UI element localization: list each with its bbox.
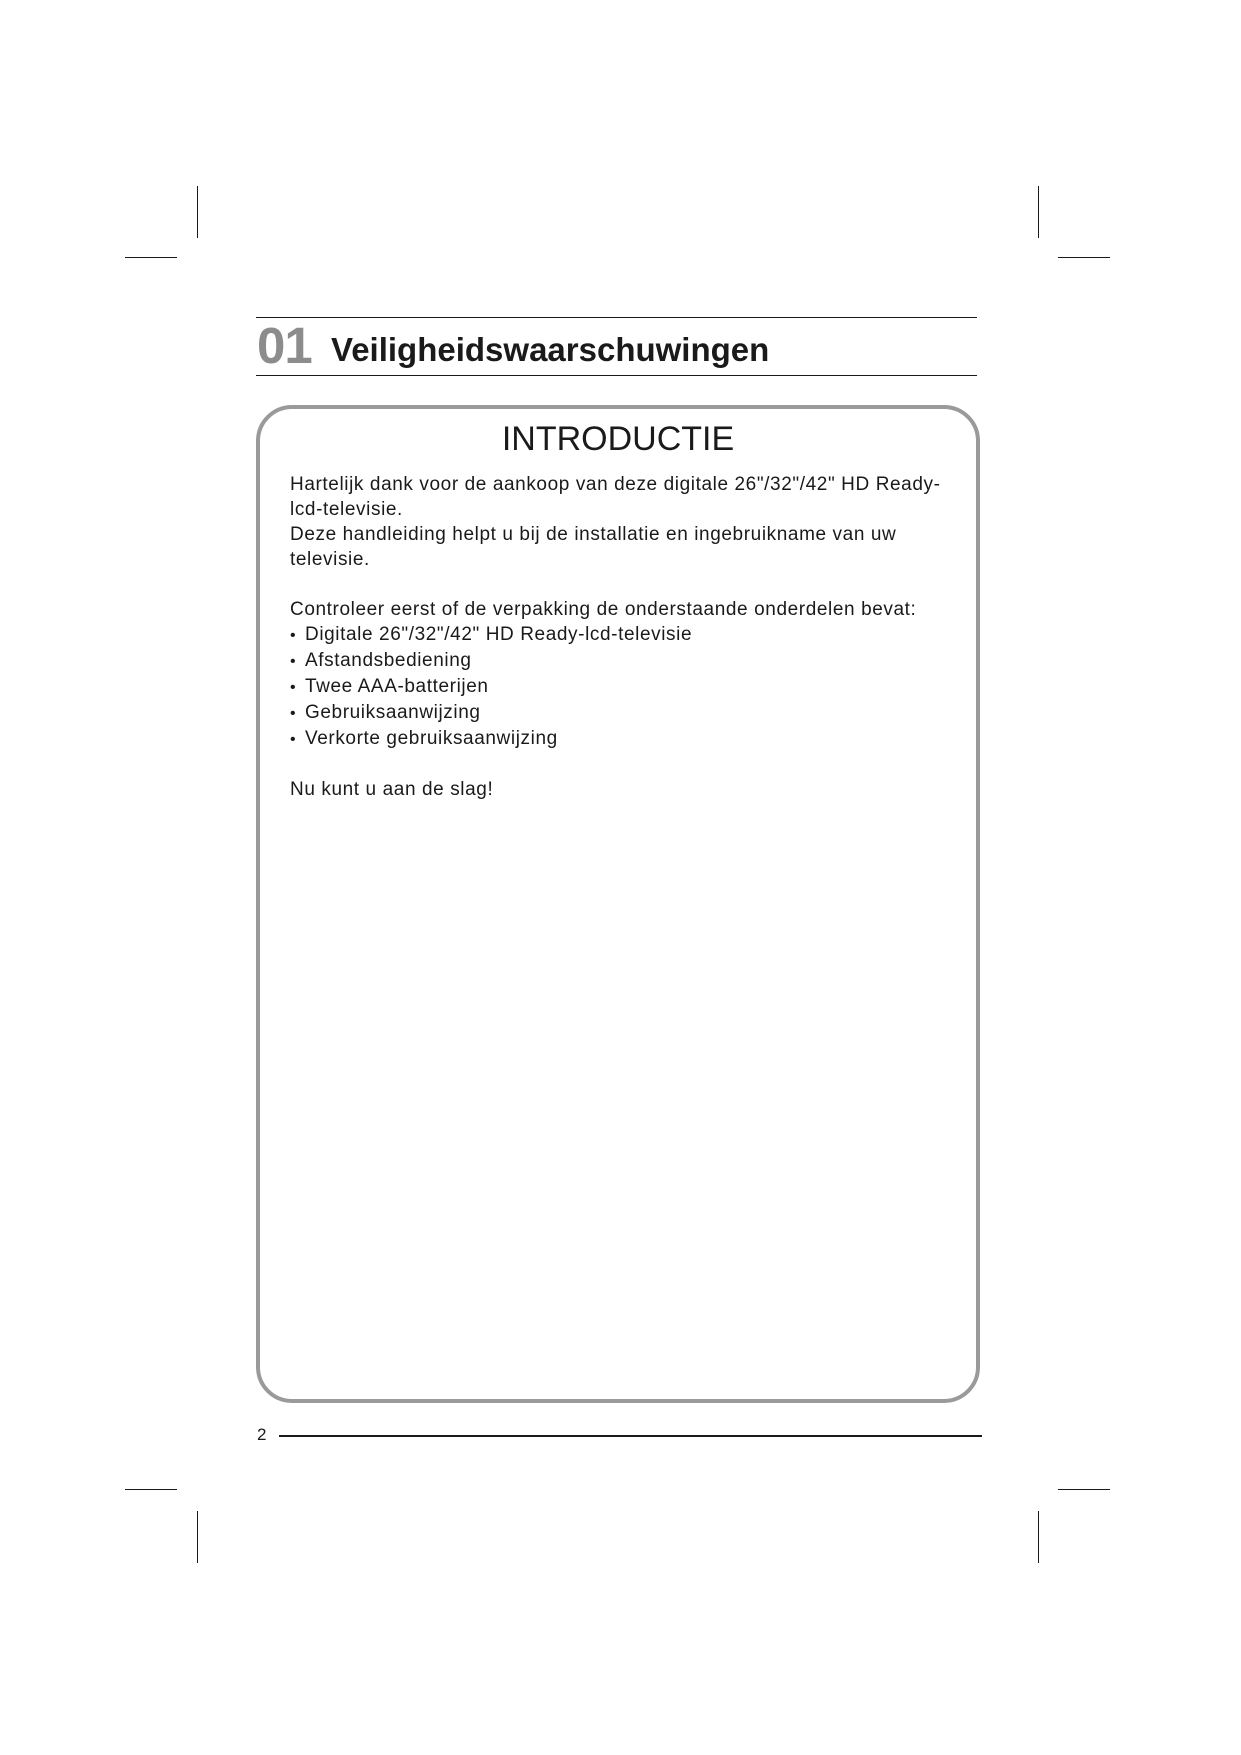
bullet-icon: • (290, 653, 297, 670)
crop-mark-bottom-right-horizontal (1058, 1489, 1110, 1490)
crop-mark-top-left-vertical (197, 186, 198, 238)
paragraph-gap (290, 572, 960, 597)
list-item (290, 700, 960, 726)
crop-mark-bottom-left-vertical (197, 1511, 198, 1563)
intro-line-2: lcd-televisie. (290, 499, 403, 520)
chapter-title: Veiligheidswaarschuwingen (331, 331, 770, 368)
list-item-text: Afstandsbediening (305, 650, 472, 671)
section-heading: INTRODUCTIE (501, 420, 735, 458)
list-item (290, 622, 960, 648)
bullet-icon: • (290, 705, 297, 722)
list-item (290, 726, 960, 752)
crop-mark-top-left-horizontal (125, 257, 177, 258)
header-top-rule (256, 317, 977, 318)
list-item-text: Verkorte gebruiksaanwijzing (305, 728, 558, 749)
manual-line-2: televisie. (290, 549, 370, 570)
crop-mark-top-right-vertical (1038, 186, 1039, 238)
contents-list (290, 622, 960, 752)
chapter-number: 01 (257, 317, 312, 374)
footer-rule (279, 1435, 982, 1437)
check-text: Controleer eerst of de verpakking de onderstaande onderdelen bevat: (290, 599, 917, 620)
paragraph-gap (290, 752, 960, 777)
intro-line-1: Hartelijk dank voor de aankoop van deze digitale 26"/32"/42" HD Ready- (290, 474, 941, 495)
bullet-icon: • (290, 627, 297, 644)
list-item (290, 674, 960, 700)
bullet-icon: • (290, 731, 297, 748)
list-item (290, 648, 960, 674)
bullet-icon: • (290, 679, 297, 696)
header-bottom-rule (256, 375, 977, 376)
section-body (290, 472, 960, 802)
closing-text: Nu kunt u aan de slag! (290, 779, 494, 800)
list-item-text: Gebruiksaanwijzing (305, 702, 481, 723)
crop-mark-top-right-horizontal (1058, 257, 1110, 258)
manual-line-1: Deze handleiding helpt u bij de installatie en ingebruikname van uw (290, 524, 897, 545)
list-item-text: Twee AAA-batterijen (305, 676, 489, 697)
list-item-text: Digitale 26"/32"/42" HD Ready-lcd-televisie (305, 624, 693, 645)
crop-mark-bottom-left-horizontal (125, 1489, 177, 1490)
crop-mark-bottom-right-vertical (1038, 1511, 1039, 1563)
page-number: 2 (257, 1425, 267, 1444)
